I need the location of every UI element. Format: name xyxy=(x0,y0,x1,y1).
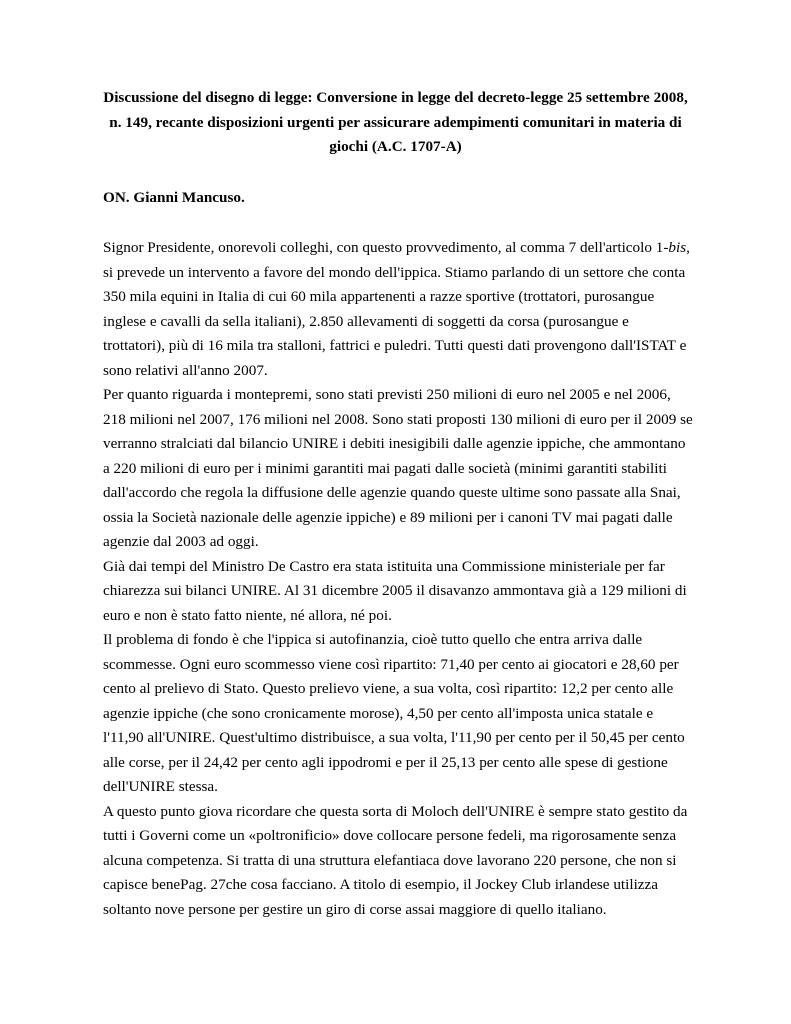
speaker-name: ON. Gianni Mancuso. xyxy=(103,189,245,206)
bis-italic: bis xyxy=(668,239,687,256)
paragraph-1-rest: , si prevede un intervento a favore del mondo dell'ippica. Stiamo parlando di un settore che conta 350 mila equini in Italia di cui 60 mila appartenenti a razze sportive (trottatori, purosangue inglese e cavalli da sella italiani), 2.850 allevamenti di soggetti da corsa (purosangue e trottatori), più di 16 mila tra stalloni, fattrici e puledri. Tutti questi dati provengono dall'ISTAT e sono relativi all'anno 2007. xyxy=(103,239,690,379)
paragraph-3: Già dai tempi del Ministro De Castro era stata istituita una Commissione ministeriale per far chiarezza sui bilanci UNIRE. Al 31 dicembre 2005 il disavanzo ammontava già a 129 milioni di euro e non è stato fatto niente, né allora, né poi. xyxy=(103,557,687,624)
speech-body xyxy=(103,236,693,922)
paragraph-2: Per quanto riguarda i montepremi, sono stati previsti 250 milioni di euro nel 2005 e nel 2006, 218 milioni nel 2007, 176 milioni nel 2008. Sono stati proposti 130 milioni di euro per il 2009 se verranno stralciati dal bilancio UNIRE i debiti inesigibili dalle agenzie ippiche, che ammontano a 220 milioni di euro per i minimi garantiti mai pagati dalle società (minimi garantiti stabiliti dall'accordo che regola la diffusione delle agenzie quando queste ultime sono passate alla Snai, ossia la Società nazionale delle agenzie ippiche) e 89 milioni per i canoni TV mai pagati dalle agenzie dal 2003 ad oggi. xyxy=(103,386,693,550)
paragraph-4: Il problema di fondo è che l'ippica si autofinanzia, cioè tutto quello che entra arriva dalle scommesse. Ogni euro scommesso viene così ripartito: 71,40 per cento ai giocatori e 28,60 per cento al prelievo di Stato. Questo prelievo viene, a sua volta, così ripartito: 12,2 per cento alle agenzie ippiche (che sono cronicamente morose), 4,50 per cento all'imposta unica statale e l'11,90 all'UNIRE. Quest'ultimo distribuisce, a sua volta, l'11,90 per cento per il 50,45 per cento alle corse, per il 24,42 per cento agli ippodromi e per il 25,13 per cento alle spese di gestione dell'UNIRE stessa. xyxy=(103,631,685,795)
paragraph-5: A questo punto giova ricordare che questa sorta di Moloch dell'UNIRE è sempre stato gestito da tutti i Governi come un «poltronificio» dove collocare persone fedeli, ma rigorosamente senza alcuna competenza. Si tratta di una struttura elefantiaca dove lavorano 220 persone, che non si capisce benePag. 27che cosa facciano. A titolo di esempio, il Jockey Club irlandese utilizza soltanto nove persone per gestire un giro di corse assai maggiore di quello italiano. xyxy=(103,802,688,918)
paragraph-1 xyxy=(103,236,693,383)
document-title: Discussione del disegno di legge: Conversione in legge del decreto-legge 25 settembre 2008, n. 149, recante disposizioni urgenti per assicurare adempimenti comunitari in materia di giochi (A.C. 1707-A) xyxy=(103,89,688,155)
paragraph-1-start: Signor Presidente, onorevoli colleghi, con questo provvedimento, al comma 7 dell'articolo 1- xyxy=(103,239,669,256)
